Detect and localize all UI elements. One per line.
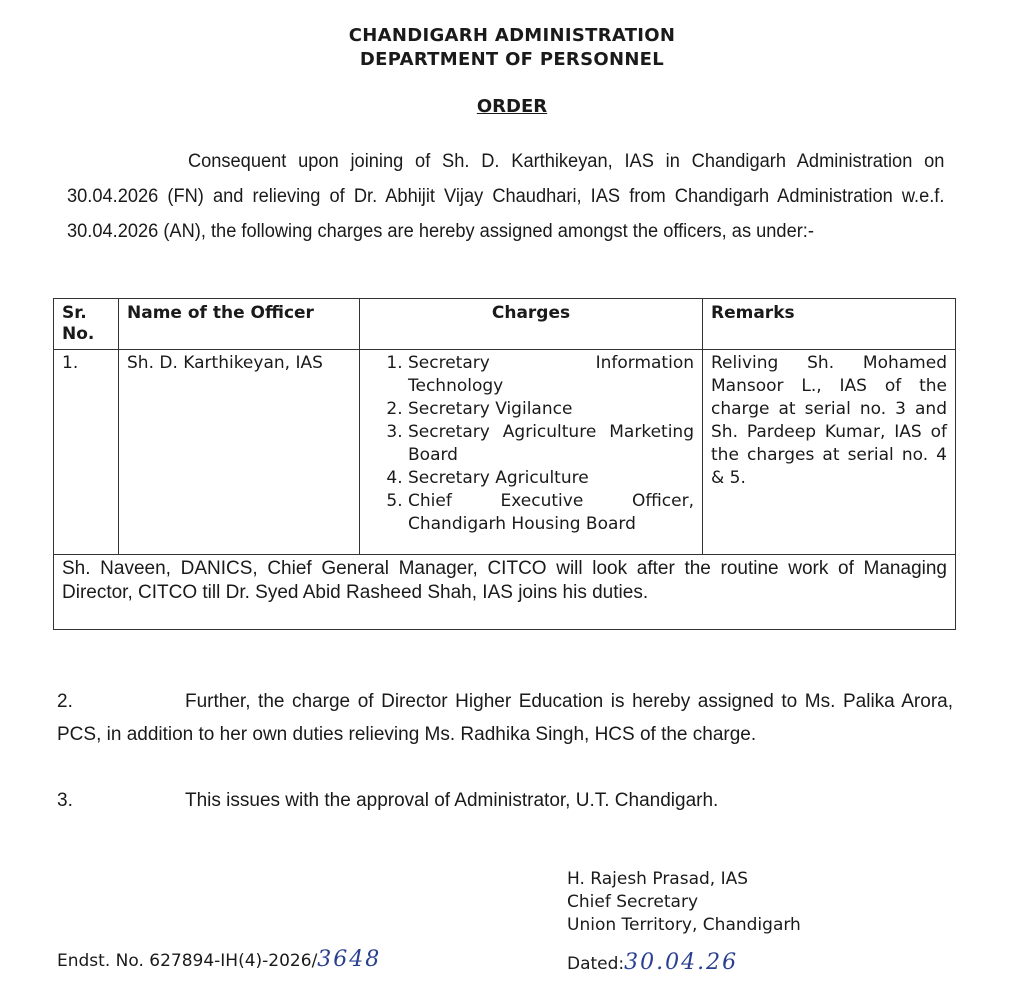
header-sr-no: Sr. No. [54,299,119,350]
table-header-row [54,299,956,350]
header-charges: Charges [360,299,703,350]
signature-block [567,868,801,937]
charges-list [368,352,694,536]
cell-charges [360,350,703,555]
table-footer-row [54,555,956,630]
signatory-designation: Chief Secretary [567,892,699,912]
charge-item: 1. Secretary Information Technology [408,352,694,398]
table-footer-note: Sh. Naveen, DANICS, Chief General Manager, CITCO will look after the routine work of Managing Director, CITCO till Dr. Syed Abid Rasheed Shah, IAS joins his duties. [54,555,956,630]
cell-sr-no: 1. [54,350,119,555]
handwritten-date: 30.04.26 [624,950,739,975]
charge-item: 4. Secretary Agriculture [408,467,694,490]
document-header [0,24,1024,72]
header-officer-name: Name of the Officer [119,299,360,350]
cell-remarks: Reliving Sh. Mohamed Mansoor L., IAS of the charge at serial no. 3 and Sh. Pardeep Kumar, IAS of the charges at serial no. 4 & 5. [703,350,956,555]
signatory-name: H. Rajesh Prasad, IAS [567,869,749,889]
department-name: DEPARTMENT OF PERSONNEL [359,49,665,70]
cell-officer-name: Sh. D. Karthikeyan, IAS [119,350,360,555]
signatory-office: Union Territory, Chandigarh [567,915,801,935]
dated-line [567,950,738,975]
paragraph-text: This issues with the approval of Administrator, U.T. Chandigarh. [185,790,719,811]
paragraph-number: 2. [57,691,73,712]
paragraph-3 [57,784,953,817]
header-remarks: Remarks [703,299,956,350]
endorsement-number [57,947,381,972]
endorsement-label: Endst. No. 627894-IH(4)-2026/ [57,951,318,971]
dated-label: Dated: [567,954,625,974]
handwritten-endorsement-number: 3648 [317,947,382,972]
org-name: CHANDIGARH ADMINISTRATION [348,25,676,46]
charge-item: 5. Chief Executive Officer, Chandigarh Housing Board [408,490,694,536]
charges-table [53,298,956,630]
intro-paragraph: Consequent upon joining of Sh. D. Karthikeyan, IAS in Chandigarh Administration on 30.04.2026 (FN) and relieving of Dr. Abhijit Vijay Chaudhari, IAS from Chandigarh Administration w.e.f. 30.04.2026 (AN), the following charges are hereby assigned amongst the officers, as under:- [67,151,945,242]
charge-item: 3. Secretary Agriculture Marketing Board [408,421,694,467]
table-row [54,350,956,555]
order-title: ORDER [476,96,548,117]
paragraph-2 [57,685,953,751]
paragraph-number: 3. [57,790,73,811]
charge-item: 2. Secretary Vigilance [408,398,694,421]
paragraph-text: Further, the charge of Director Higher Education is hereby assigned to Ms. Palika Arora, PCS, in addition to her own duties relieving Ms. Radhika Singh, HCS of the charge. [57,691,953,745]
